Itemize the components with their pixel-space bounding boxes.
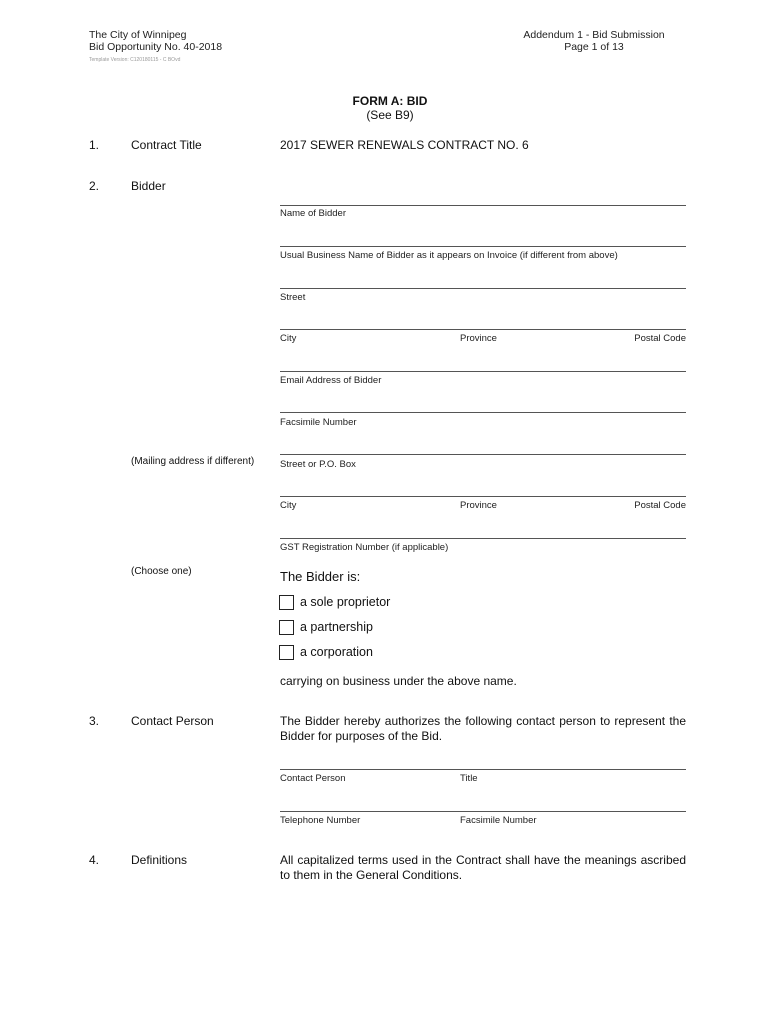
- street-caption: Street: [280, 292, 306, 303]
- mailing-street-caption: Street or P.O. Box: [280, 459, 356, 470]
- corporation-label: a corporation: [300, 645, 373, 659]
- mailing-city-caption: City: [280, 500, 297, 511]
- form-subtitle: (See B9): [366, 108, 414, 122]
- city-caption: City: [280, 333, 297, 344]
- contact-facsimile-caption: Facsimile Number: [460, 815, 537, 826]
- section-2-label: Bidder: [131, 179, 166, 193]
- contact-person-caption: Contact Person: [280, 773, 346, 784]
- mailing-province-caption: Province: [460, 500, 497, 511]
- section-2-number: 2.: [89, 179, 100, 193]
- name-of-bidder-caption: Name of Bidder: [280, 208, 347, 219]
- header-page-number: Page 1 of 13: [564, 41, 624, 53]
- sole-proprietor-checkbox[interactable]: [279, 595, 294, 610]
- header-org: The City of Winnipeg: [89, 29, 187, 41]
- partnership-label: a partnership: [300, 620, 373, 634]
- header-bid-opportunity: Bid Opportunity No. 40-2018: [89, 41, 223, 53]
- mailing-city-province-postal-line[interactable]: [280, 496, 686, 497]
- telephone-caption: Telephone Number: [280, 815, 361, 826]
- partnership-checkbox[interactable]: [279, 620, 294, 635]
- mailing-street-line[interactable]: [280, 454, 686, 455]
- header-addendum: Addendum 1 - Bid Submission: [523, 29, 665, 41]
- section-3-label: Contact Person: [131, 714, 214, 728]
- contact-person-title-line[interactable]: [280, 769, 686, 770]
- title-caption: Title: [460, 773, 478, 784]
- section-4-label: Definitions: [131, 853, 188, 867]
- corporation-checkbox[interactable]: [279, 645, 294, 660]
- contact-person-text: The Bidder hereby authorizes the following contact person to represent the Bidder for purposes of the Bid.: [280, 714, 686, 743]
- sole-proprietor-label: a sole proprietor: [300, 595, 391, 609]
- definitions-text: All capitalized terms used in the Contract shall have the meanings ascribed to them in the General Conditions.: [280, 853, 686, 882]
- mailing-postal-code-caption: Postal Code: [634, 500, 686, 511]
- email-caption: Email Address of Bidder: [280, 375, 382, 386]
- gst-caption: GST Registration Number (if applicable): [280, 542, 449, 553]
- section-1-label: Contract Title: [131, 138, 202, 152]
- form-title: FORM A: BID: [352, 94, 428, 108]
- name-of-bidder-line[interactable]: [280, 205, 686, 206]
- postal-code-caption: Postal Code: [634, 333, 686, 344]
- usual-business-name-line[interactable]: [280, 246, 686, 247]
- email-line[interactable]: [280, 371, 686, 372]
- carrying-on-business-text: carrying on business under the above name.: [280, 674, 517, 688]
- template-version: Template Version: C120180115 - C BOvd: [89, 57, 181, 63]
- province-caption: Province: [460, 333, 497, 344]
- street-line[interactable]: [280, 288, 686, 289]
- section-1-number: 1.: [89, 138, 100, 152]
- bidder-is-heading: The Bidder is:: [280, 569, 361, 584]
- mailing-address-note: (Mailing address if different): [131, 456, 255, 467]
- choose-one-note: (Choose one): [131, 566, 192, 577]
- telephone-facsimile-line[interactable]: [280, 811, 686, 812]
- section-3-number: 3.: [89, 714, 100, 728]
- contract-title-value: 2017 SEWER RENEWALS CONTRACT NO. 6: [280, 138, 529, 152]
- facsimile-line[interactable]: [280, 412, 686, 413]
- city-province-postal-line[interactable]: [280, 329, 686, 330]
- gst-line[interactable]: [280, 538, 686, 539]
- facsimile-caption: Facsimile Number: [280, 417, 357, 428]
- section-4-number: 4.: [89, 853, 100, 867]
- usual-business-name-caption: Usual Business Name of Bidder as it appears on Invoice (if different from above): [280, 250, 618, 261]
